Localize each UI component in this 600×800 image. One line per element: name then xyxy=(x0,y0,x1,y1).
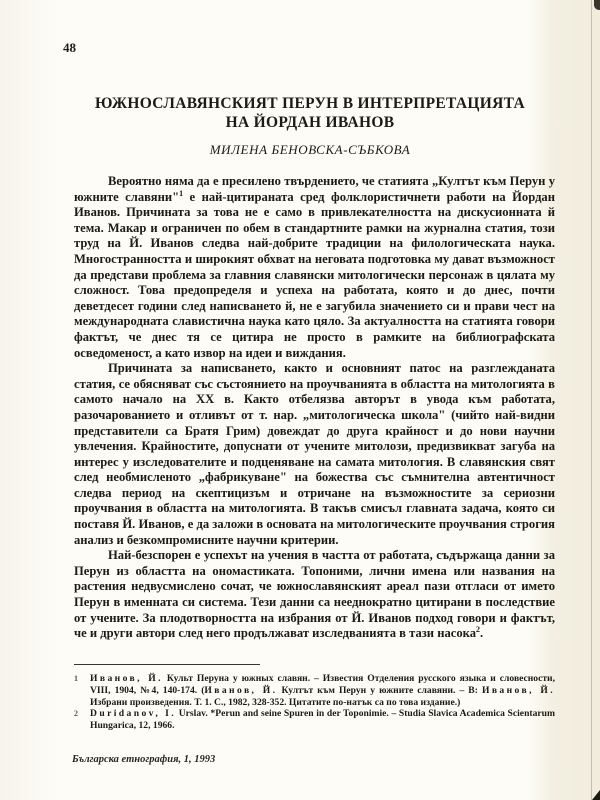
title-line-1: ЮЖНОСЛАВЯНСКИЯТ ПЕРУН В ИНТЕРПРЕТАЦИЯТА xyxy=(95,95,525,112)
footnote-number: 2 xyxy=(74,709,78,719)
paragraph-1-text-b: е най-цитираната сред фолклористичнети работи на Йордан Иванов. Причината за това не е само в привлекателността на дискусионната й тема. Макар и ограничен по обем в стандартните рамки на журнална статия, този труд на Й. Иванов следва най-добрите традиции на филологическата наука. Многостранността и широкият обхват на неговата подготовка му дават възможност да представи проблема за главния славянски митологически персонаж в цялата му сложност. Това предопределя и успеха на работата, която и до днес, почти деветдесет години след написването й, не е загубила значението си и прави чест на международната славистична наука като цяло. За актуалността на статията говори фактът, че днес тя се цитира не просто в рамките на библиографската осведоменост, а като извор на идеи и виждания. xyxy=(74,189,555,360)
footnote-citation: Избрани произведения. Т. 1. С., 1982, 328-352. Цитатите по-натък са по това издание.) xyxy=(90,696,461,708)
footnote-citation: Культ Перуна у южных славян. – Известия Отделения русского языка и словесности, VIII, 1904, №4, 140-174. ( xyxy=(90,673,555,696)
footnote-text xyxy=(90,673,555,708)
footnote-author: Иванов, Й. xyxy=(90,673,163,684)
footnote-text xyxy=(90,708,555,732)
page-corner-shadow xyxy=(594,0,600,10)
paragraph-3-text-a: Най-безспорен е успехът на учения в частта от работата, съдържаща данни за Перун из областта на ономастиката. Топоними, лични имена или названия на растения недвусмислено сочат, че южнославянският ареал пази отгласи от името Перун в именната си система. Тези данни са нееднократно цитирани в последствие от учените. За плодотворността на избрания от Й. Иванов подход говори и фактът, че и други автори след него продължават изследванията в тази насока xyxy=(74,548,555,641)
page-corner-shadow xyxy=(592,790,600,800)
footnote-number: 1 xyxy=(74,674,78,683)
article-author: МИЛЕНА БЕНОВСКА-СЪБКОВА xyxy=(209,142,411,157)
title-line-2: НА ЙОРДАН ИВАНОВ xyxy=(225,114,395,131)
footnotes xyxy=(74,673,555,732)
footnote-citation: Култът към Перун у южните славяни. – В: xyxy=(277,684,482,696)
footnote-ref-1: 1 xyxy=(179,188,184,198)
journal-citation: Българска етнография, 1, 1993 xyxy=(72,754,216,765)
paragraph-3-text-b: . xyxy=(480,626,484,641)
footnote-author: Duridanov, I. xyxy=(90,708,177,720)
footnote-citation: Urslav. *Perun and seine Spuren in der Toponimie. – Studia Slavica Academica Scientarum Hungarica, 12, 1966. xyxy=(90,708,555,732)
page-binding-edge xyxy=(591,0,592,800)
paragraph-1 xyxy=(74,174,555,361)
paragraph-1-text-a: Вероятно няма да е пресилено твърдението, че статията „Култът към Перун у южните славяни" xyxy=(74,174,555,204)
footnote-author: Иванов, Й. xyxy=(481,684,555,696)
footnote-2 xyxy=(74,708,555,732)
footnote-ref-2: 2 xyxy=(476,625,481,635)
paragraph-2: Причината за написването, както и основният патос на разглежданата статия, се обясняват със състоянието на проучванията в областта на митологията в самото начало на XX в. Както отбелязва авторът в увода към работата, разочарованието и отливът от т. нар. „митологическа школа" (чийто най-видни представители са Братя Грим) довеждат до друга крайност и до нови научни увлечения. Крайностите, допуснати от учените митолози, предизвикват загуба на интерес у изследователите и подценяване на самата митология. В славянския свят след необмисленото „фабрикуване" на божества със съмнителна автентичност следва период на скептицизъм и отричане на възможностите за сериозни проучвания в областта на митологията. В такъв смисъл главната задача, която си поставя Й. Иванов, е да заложи в основата на митологическите проучвания строгия анализ и безкомпромисните научни критерии. xyxy=(74,361,555,547)
footnote-divider xyxy=(74,664,260,665)
footnote-1 xyxy=(74,673,555,708)
paragraph-3 xyxy=(74,548,555,642)
page-number: 48 xyxy=(63,40,76,55)
article-title xyxy=(60,94,560,132)
footnote-author: Иванов, Й. xyxy=(204,684,278,696)
article-body xyxy=(74,174,555,642)
